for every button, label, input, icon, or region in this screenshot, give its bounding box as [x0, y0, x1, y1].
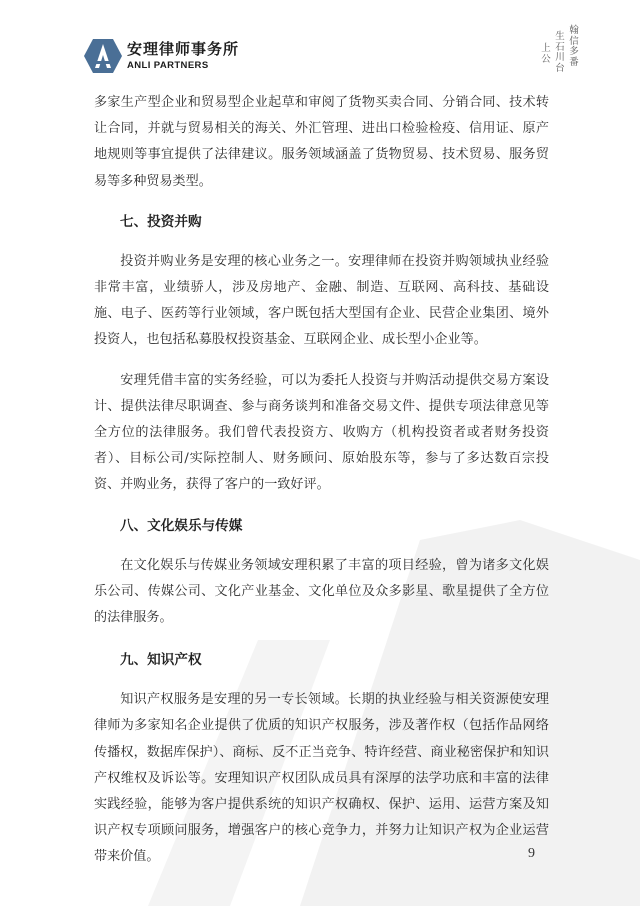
firm-logo-text: [127, 41, 239, 72]
page-header: [0, 0, 640, 80]
anli-logo-icon: [84, 39, 122, 73]
section-heading-ip: 九、知识产权: [120, 652, 202, 669]
page-number: 9: [528, 846, 535, 861]
document-body: [94, 90, 549, 871]
culture-media-paragraph: 在文化娱乐与传媒业务领域安理积累了丰富的项目经验，曾为诸多文化娱乐公司、传媒公司、文化产业基金、文化单位及众多影星、歌星提供了全方位的法律服务。: [94, 557, 549, 626]
firm-name-en: ANLI PARTNERS: [127, 60, 209, 71]
calligraphy-col-3: 上公: [541, 43, 551, 65]
investment-paragraph-2: 安理凭借丰富的实务经验，可以为委托人投资与并购活动提供交易方案设计、提供法律尽职调查、参与商务谈判和准备交易文件、提供专项法律意见等全方位的法律服务。我们曾代表投资方、收购方（机构投资者或者财务投资者）、目标公司/实际控制人、财务顾问、原始股东等，参与了多达数百宗投资、并购业务，获得了客户的一致好评。: [94, 372, 549, 493]
calligraphy-col-1: 翰信多番: [569, 25, 579, 68]
intro-paragraph: 多家生产型企业和贸易型企业起草和审阅了货物买卖合同、分销合同、技术转让合同，并就与贸易相关的海关、外汇管理、进出口检验检疫、信用证、原产地规则等事宜提供了法律建议。服务领域涵盖了货物贸易、技术贸易、服务贸易等多种贸易类型。: [94, 95, 549, 189]
calligraphy-col-2: 生石川台: [555, 31, 565, 74]
ip-paragraph: 知识产权服务是安理的另一专长领域。长期的执业经验与相关资源使安理律师为多家知名企业提供了优质的知识产权服务，涉及著作权（包括作品网络传播权，数据库保护）、商标、反不正当竞争、特许经营、商业秘密保护和知识产权维权及诉讼等。安理知识产权团队成员具有深厚的法学功底和丰富的法律实践经验，能够为客户提供系统的知识产权确权、保护、运用、运营方案及知识产权专项顾问服务，增强客户的核心竞争力，并努力让知识产权为企业运营带来价值。: [94, 692, 549, 865]
investment-paragraph-1: 投资并购业务是安理的核心业务之一。安理律师在投资并购领域执业经验非常丰富，业绩骄人，涉及房地产、金融、制造、互联网、高科技、基础设施、电子、医药等行业领域，客户既包括大型国有企业、民营企业集团、境外投资人，也包括私募股权投资基金、互联网企业、成长型小企业等。: [94, 253, 549, 348]
firm-name-cn: 安理律师事务所: [127, 40, 240, 58]
section-heading-culture-media: 八、文化娱乐与传媒: [120, 517, 243, 534]
calligraphy-seal: [538, 26, 588, 78]
section-heading-investment: 七、投资并购: [120, 213, 202, 230]
